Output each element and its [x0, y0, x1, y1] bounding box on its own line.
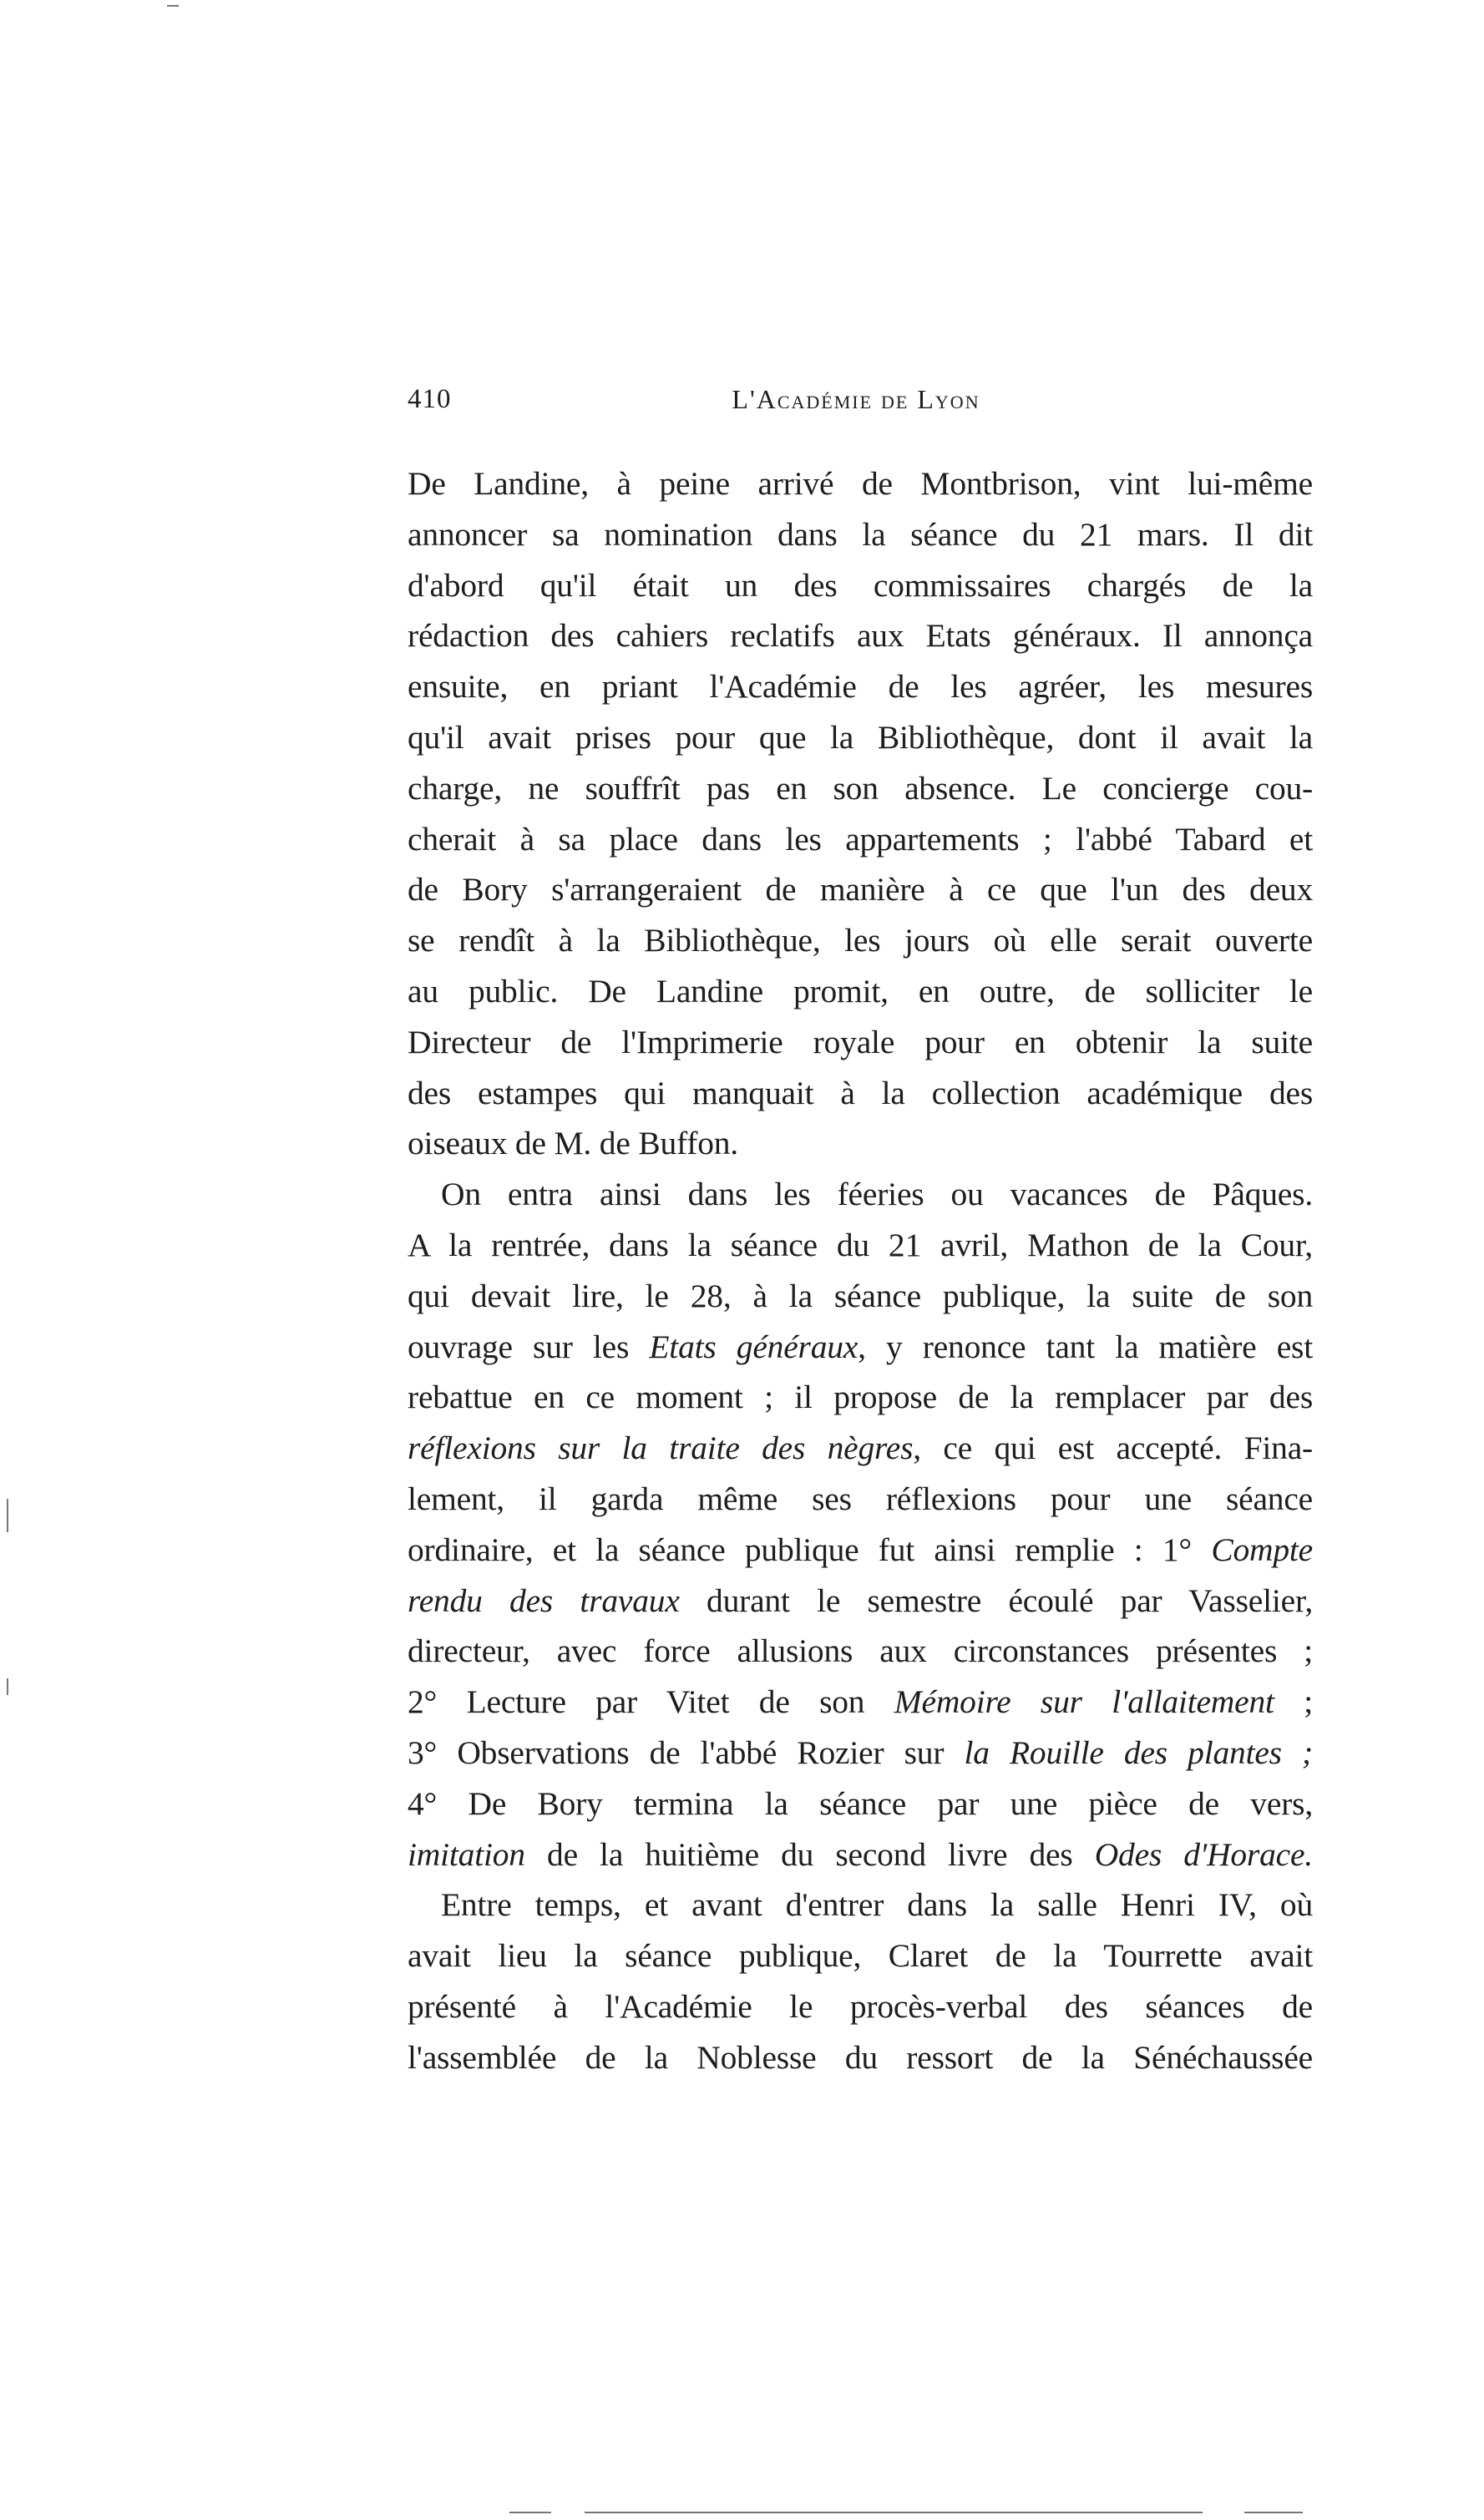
text-segment: rédaction des cahiers reclatifs aux Etats généraux. Il annonça: [408, 617, 1313, 655]
text-line: [408, 1883, 1313, 1926]
text-line: [408, 1833, 1313, 1876]
scan-mark: [1244, 2512, 1303, 2513]
text-line: [408, 1934, 1313, 1977]
text-segment: ouvrage sur les: [408, 1328, 650, 1365]
italic-text: Odes d'Horace.: [1094, 1835, 1313, 1873]
text-line: [408, 1274, 1313, 1318]
text-line: [408, 767, 1313, 810]
scan-mark: [509, 2512, 551, 2513]
text-line: [408, 868, 1313, 911]
text-segment: au public. De Landine promit, en outre, de solliciter le: [408, 973, 1313, 1010]
text-line: [408, 918, 1313, 962]
text-segment: Directeur de l'Imprimerie royale pour en obtenir la suite: [408, 1023, 1313, 1060]
text-line: [408, 665, 1313, 708]
text-segment: charge, ne souffrît pas en son absence. Le concierge cou-: [408, 769, 1313, 807]
italic-text: réflexions sur la traite des nègres: [408, 1430, 914, 1467]
text-segment: Entre temps, et avant d'entrer dans la salle Henri IV, où: [441, 1886, 1313, 1924]
text-line: [408, 1121, 1313, 1165]
text-segment: ;: [1274, 1683, 1313, 1721]
text-segment: On entra ainsi dans les féeries ou vacances de Pâques.: [441, 1176, 1313, 1213]
text-segment: présenté à l'Académie le procès-verbal des séances de: [408, 1988, 1313, 2025]
text-segment: qu'il avait prises pour que la Bibliothèque, dont il avait la: [408, 719, 1313, 756]
text-segment: l'assemblée de la Noblesse du ressort de la Sénéchaussée: [408, 2038, 1313, 2076]
text-line: [408, 2036, 1313, 2079]
text-segment: 3° Observations de l'abbé Rozier sur: [408, 1734, 965, 1771]
text-segment: rebattue en ce moment ; il propose de la remplacer par des: [408, 1379, 1313, 1416]
text-segment: qui devait lire, le 28, à la séance publique, la suite de son: [408, 1277, 1313, 1314]
text-line: [408, 1071, 1313, 1115]
text-segment: ordinaire, et la séance publique fut ainsi remplie : 1°: [408, 1531, 1212, 1568]
text-segment: d'abord qu'il était un des commissaires chargés de la: [408, 566, 1313, 604]
text-line: [408, 1731, 1313, 1774]
text-line: [408, 1020, 1313, 1064]
text-line: [408, 1680, 1313, 1723]
text-segment: 4° De Bory termina la séance par une pièce de vers,: [408, 1784, 1313, 1822]
text-segment: lement, il garda même ses réflexions pour une séance: [408, 1480, 1313, 1517]
text-segment: directeur, avec force allusions aux circonstances présentes ;: [408, 1632, 1313, 1670]
text-segment: 2° Lecture par Vitet de son: [408, 1683, 894, 1721]
text-segment: cherait à sa place dans les appartements ; l'abbé Tabard et: [408, 820, 1313, 858]
page-number: 410: [408, 384, 452, 414]
scan-mark: [7, 1678, 8, 1695]
italic-text: Mémoire sur l'allaitement: [894, 1683, 1274, 1721]
text-segment: se rendît à la Bibliothèque, les jours où elle serait ouverte: [408, 922, 1313, 959]
text-segment: annoncer sa nomination dans la séance du 21 mars. Il dit: [408, 515, 1313, 553]
text-line: [408, 1782, 1313, 1825]
scan-mark: [167, 5, 179, 7]
text-line: [408, 1426, 1313, 1470]
text-segment: de Bory s'arrangeraient de manière à ce que l'un des deux: [408, 871, 1313, 908]
text-segment: , ce qui est accepté. Fina-: [913, 1430, 1313, 1467]
scan-mark: [585, 2512, 1203, 2513]
text-line: [408, 1223, 1313, 1267]
text-line: [408, 716, 1313, 759]
running-title: L'Académie de Lyon: [732, 384, 980, 414]
italic-text: Etats généraux: [649, 1328, 858, 1365]
text-segment: De Landine, à peine arrivé de Montbrison, vint lui-même: [408, 465, 1313, 502]
text-segment: ensuite, en priant l'Académie de les agréer, les mesures: [408, 668, 1313, 706]
text-line: [408, 513, 1313, 556]
text-line: [408, 817, 1313, 861]
text-line: [408, 564, 1313, 607]
text-segment: des estampes qui manquait à la collection académique des: [408, 1074, 1313, 1111]
italic-text: imitation: [408, 1835, 525, 1873]
italic-text: rendu des travaux: [408, 1581, 680, 1619]
text-line: [408, 1985, 1313, 2028]
text-line: [408, 969, 1313, 1013]
italic-text: la Rouille des plantes ;: [964, 1734, 1313, 1771]
text-line: [408, 614, 1313, 657]
text-line: [408, 1375, 1313, 1419]
text-segment: A la rentrée, dans la séance du 21 avril, Mathon de la Cour,: [408, 1227, 1313, 1263]
text-segment: oiseaux de M. de Buffon.: [408, 1125, 738, 1162]
text-line: [408, 462, 1313, 505]
text-line: [408, 1477, 1313, 1521]
text-line: [408, 1528, 1313, 1571]
text-line: [408, 1579, 1313, 1622]
text-segment: durant le semestre écoulé par Vasselier,: [679, 1581, 1313, 1619]
text-segment: de la huitième du second livre des: [524, 1835, 1095, 1873]
text-segment: , y renonce tant la matière est: [858, 1328, 1313, 1365]
italic-text: Compte: [1211, 1531, 1313, 1568]
text-line: [408, 1629, 1313, 1672]
text-line: [408, 1172, 1313, 1216]
scan-mark: [7, 1499, 8, 1532]
text-line: [408, 1325, 1313, 1369]
text-segment: avait lieu la séance publique, Claret de la Tourrette avait: [408, 1937, 1313, 1975]
